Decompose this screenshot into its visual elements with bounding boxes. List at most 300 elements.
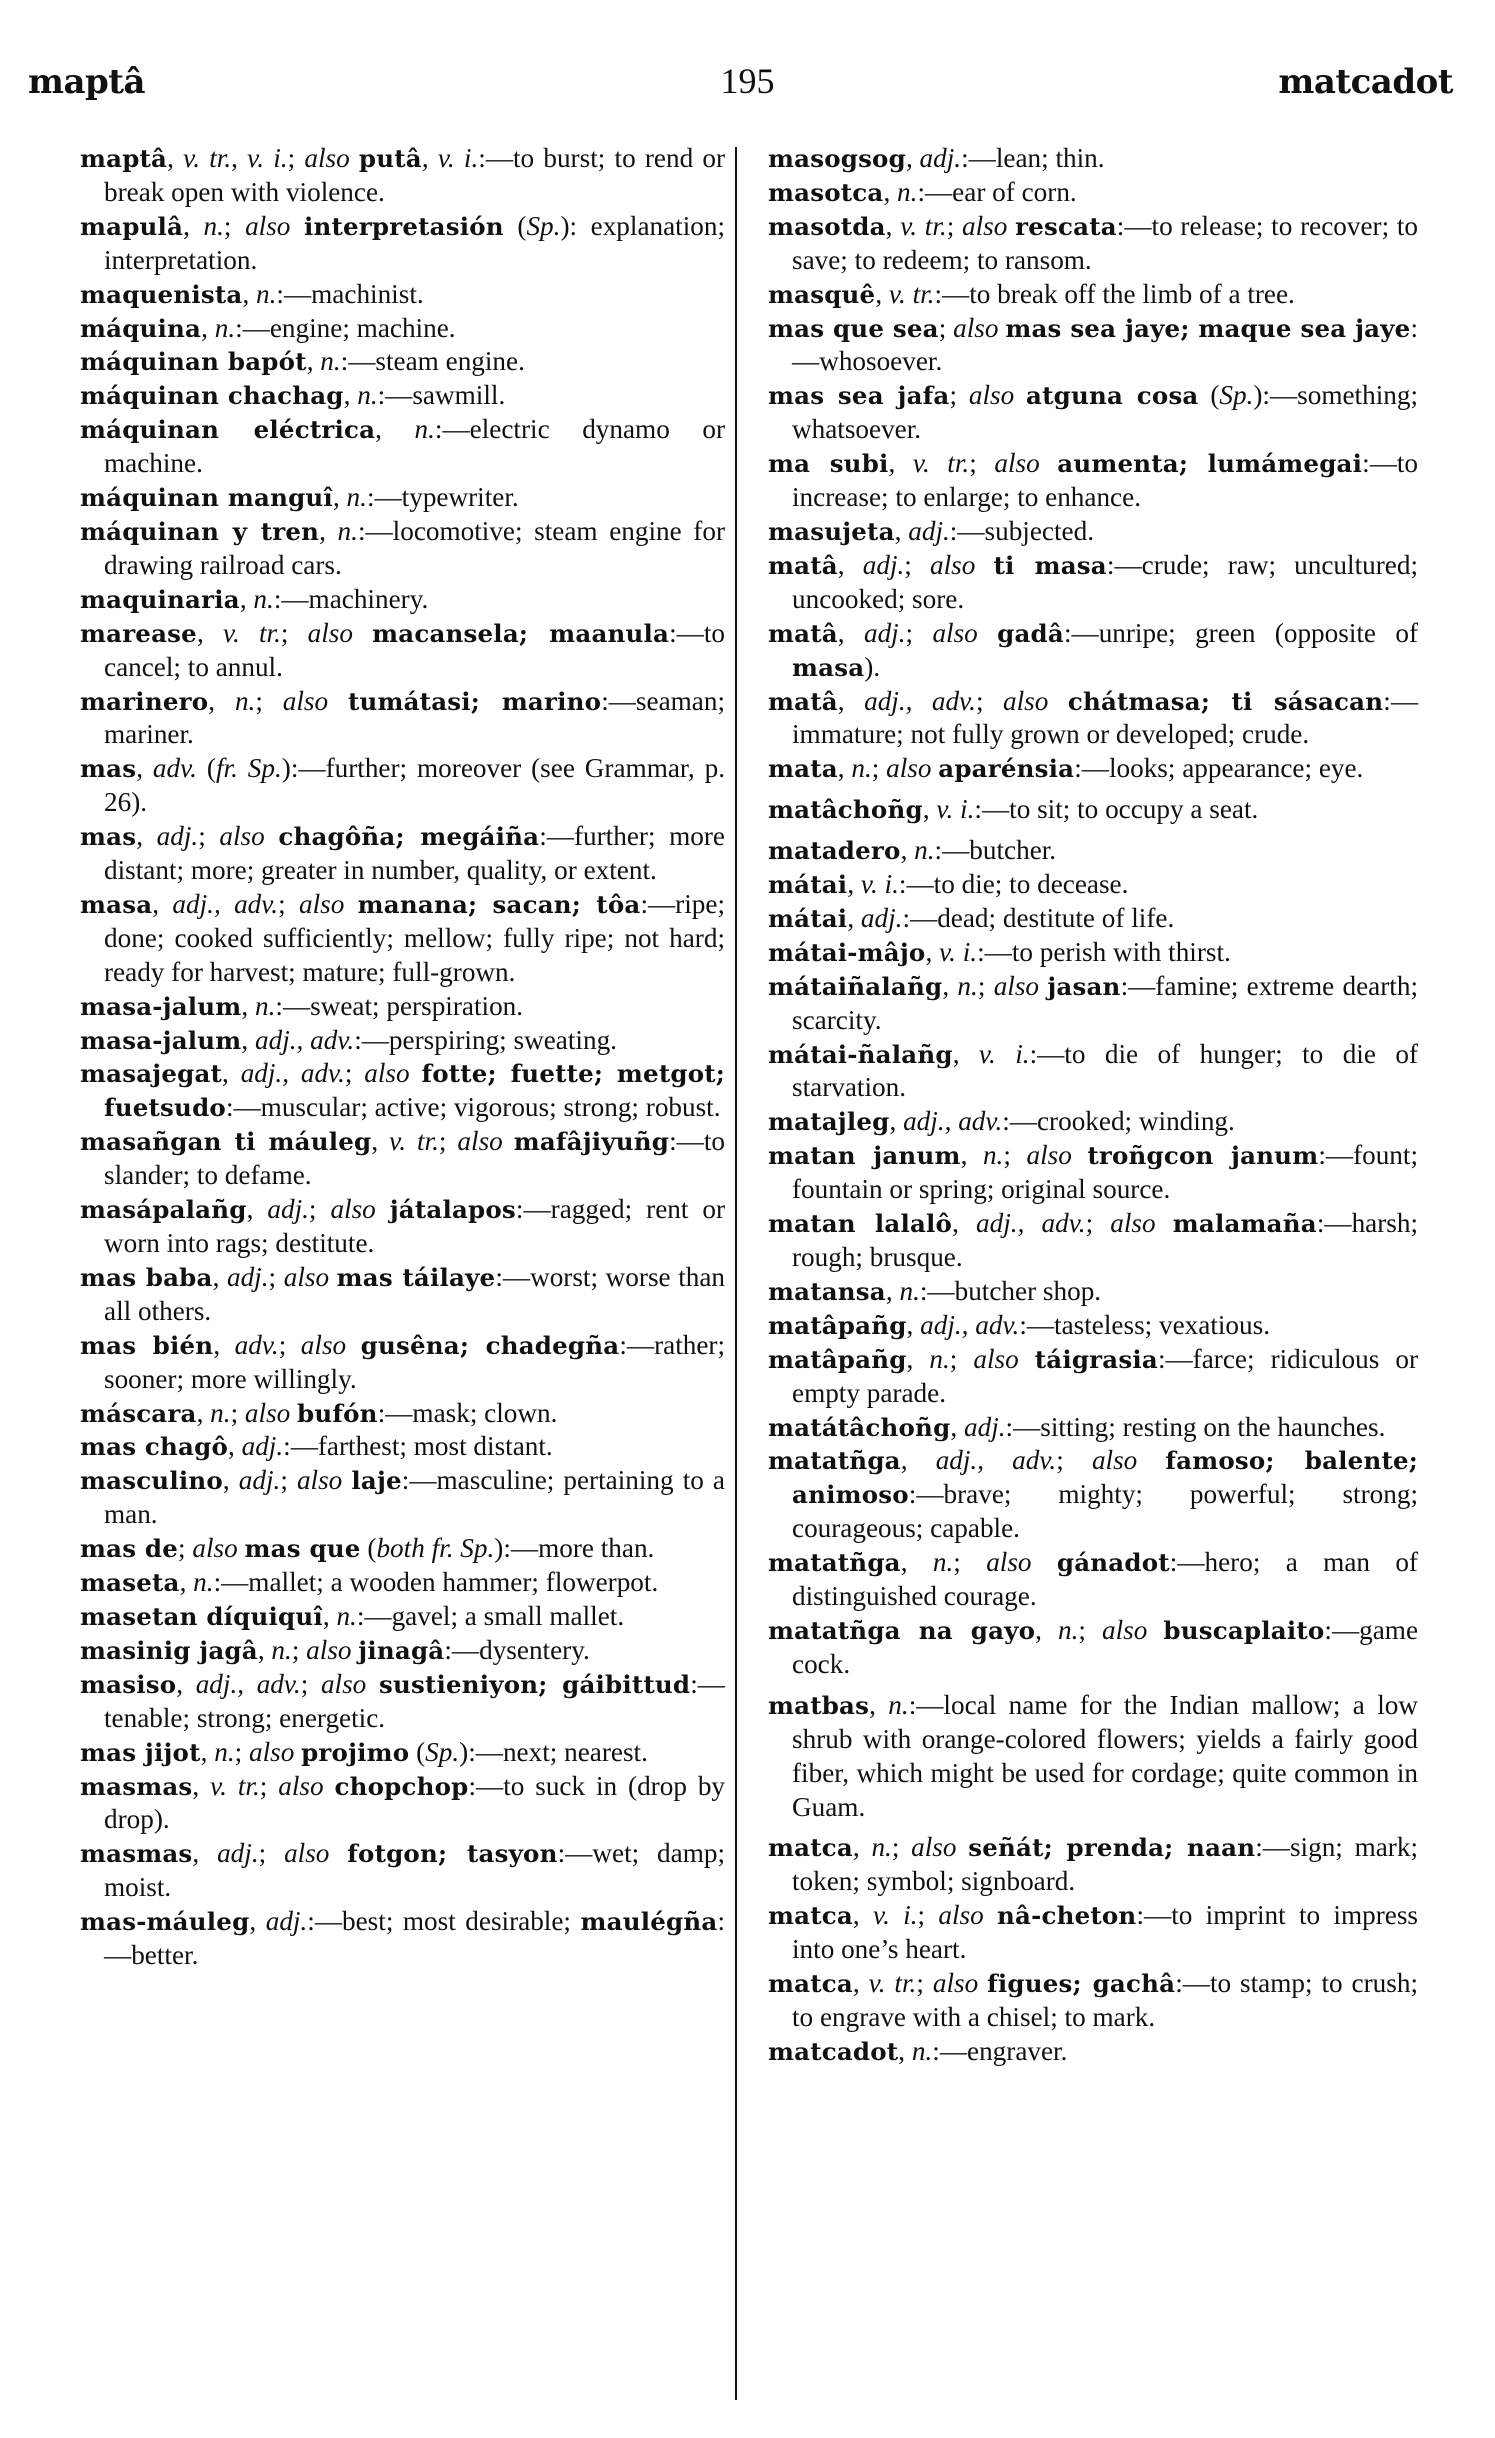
definition-text: :—crooked; winding. xyxy=(1002,1106,1235,1137)
grammar-label: n. xyxy=(346,482,367,513)
grammar-label: also xyxy=(932,1968,979,1999)
dictionary-entry xyxy=(80,1837,725,1905)
dictionary-entry xyxy=(768,1139,1418,1207)
grammar-label: also xyxy=(330,1194,376,1225)
synonym: señát; prenda; naan xyxy=(968,1833,1256,1863)
definition-text: :—better. xyxy=(104,1906,725,1971)
definition-text: :—dead; destitute of life. xyxy=(902,902,1175,933)
grammar-label: also xyxy=(300,1329,347,1360)
definition-text: ( xyxy=(1198,380,1220,411)
definition-text: , xyxy=(905,143,920,173)
dictionary-entry xyxy=(80,481,725,515)
synonym: mas táilaye xyxy=(336,1262,496,1292)
synonym: atguna cosa xyxy=(1026,381,1199,411)
definition-text: ; xyxy=(268,1261,284,1292)
synonym: malamaña xyxy=(1172,1209,1317,1239)
dictionary-entry xyxy=(80,1770,725,1838)
headword: maptâ xyxy=(80,144,168,173)
grammar-label: fr. Sp. xyxy=(215,753,282,784)
grammar-label: also xyxy=(1110,1208,1156,1239)
grammar-label: also xyxy=(457,1126,503,1157)
dictionary-entry xyxy=(768,970,1418,1038)
grammar-label: also xyxy=(278,1770,324,1801)
definition-text: :—sign; mark; token; symbol; signboard. xyxy=(792,1832,1418,1897)
headword: matadero xyxy=(768,836,901,866)
dictionary-entry xyxy=(80,142,725,210)
headword: mátai-ñalañg xyxy=(768,1039,953,1069)
definition-text: , xyxy=(942,970,958,1001)
synonym: figues; gachâ xyxy=(987,1969,1176,1999)
definition-text xyxy=(238,1533,245,1563)
grammar-label: n. xyxy=(357,380,378,411)
definition-text xyxy=(1032,1547,1057,1577)
headword: matâchoñg xyxy=(768,795,923,825)
definition-text: , xyxy=(852,1832,872,1863)
grammar-label: also xyxy=(244,1397,291,1428)
grammar-label: both fr. Sp. xyxy=(376,1533,495,1564)
grammar-label: adj., adv. xyxy=(864,685,976,716)
definition-text: , xyxy=(257,1634,272,1665)
headword: masa xyxy=(80,889,153,919)
headword: marease xyxy=(80,618,197,648)
definition-text: ( xyxy=(196,753,216,784)
definition-text: ; xyxy=(278,888,299,919)
grammar-label: n. xyxy=(320,346,341,377)
definition-text: , xyxy=(231,143,248,173)
synonym: gusêna; chadegña xyxy=(360,1330,620,1360)
definition-text: ; xyxy=(300,1668,321,1699)
definition-text: , xyxy=(922,794,937,825)
dictionary-entry xyxy=(80,379,725,413)
definition-text: , xyxy=(222,1058,241,1089)
headword: maquinaria xyxy=(80,584,240,614)
headword: masotda xyxy=(768,211,886,241)
definition-text: , xyxy=(421,143,438,173)
synonym: fotte; fuette; metgot; fuetsudo xyxy=(104,1059,725,1123)
grammar-label: also xyxy=(304,143,350,173)
definition-text: :—butcher. xyxy=(934,835,1057,866)
headword: mas que sea xyxy=(768,313,939,343)
definition-text xyxy=(1156,1208,1173,1238)
grammar-label: adj., adv. xyxy=(240,1058,345,1089)
headword: mas de xyxy=(80,1534,179,1564)
synonym: sustieniyon; gáibittud xyxy=(378,1669,691,1699)
definition-text: , xyxy=(900,1445,936,1476)
definition-text: , xyxy=(179,1567,194,1598)
definition-text: ; xyxy=(969,448,995,479)
definition-text: , xyxy=(322,1600,337,1631)
grammar-label: n. xyxy=(214,1736,235,1767)
definition-text: ):—next; nearest. xyxy=(459,1736,648,1767)
definition-text: :—immature; not fully grown or developed; crude. xyxy=(792,685,1419,750)
definition-text: ( xyxy=(360,1533,377,1564)
grammar-label: adj. xyxy=(862,549,905,580)
definition-text: , xyxy=(875,278,889,309)
grammar-label: Sp. xyxy=(526,210,561,241)
headword: matbas xyxy=(768,1690,870,1720)
dictionary-entry xyxy=(768,1689,1418,1825)
dictionary-entry xyxy=(768,685,1418,753)
definition-text: :—to imprint to impress into one’s heart. xyxy=(792,1900,1418,1965)
definition-text: :—butcher shop. xyxy=(919,1275,1102,1306)
definition-text xyxy=(350,143,359,173)
definition-text: :—engine; machine. xyxy=(235,312,456,343)
headword: masa-jalum xyxy=(80,1025,242,1055)
definition-text xyxy=(956,1832,968,1862)
right-column xyxy=(768,142,1418,2069)
grammar-label: v. tr. xyxy=(868,1968,917,1999)
definition-text: :—hero; a man of distinguished courage. xyxy=(792,1547,1418,1612)
definition-text xyxy=(1040,448,1058,478)
headword: matan lalalô xyxy=(768,1209,953,1239)
definition-text xyxy=(376,1194,390,1224)
dictionary-entry xyxy=(80,1057,725,1125)
grammar-label: also xyxy=(245,210,291,241)
definition-text: :—ragged; rent or worn into rags; destitute. xyxy=(104,1194,726,1258)
headword: matan janum xyxy=(768,1141,961,1171)
definition-text xyxy=(503,1126,514,1156)
synonym: táigrasia xyxy=(1034,1344,1158,1374)
headword: máscara xyxy=(80,1398,197,1428)
headword: matansa xyxy=(768,1276,886,1306)
definition-text: , xyxy=(196,617,223,648)
definition-text: , xyxy=(332,482,347,513)
grammar-label: adj., adv. xyxy=(976,1208,1086,1239)
definition-text: , xyxy=(950,1411,964,1442)
definition-text: ; xyxy=(946,210,963,241)
grammar-label: adj. xyxy=(267,1194,309,1225)
grammar-label: n. xyxy=(253,583,274,614)
definition-text: , xyxy=(898,2035,912,2066)
dictionary-entry xyxy=(768,278,1418,312)
synonym: aumenta; lumámegai xyxy=(1057,449,1363,479)
definition-text: ; xyxy=(949,380,969,411)
definition-text: , xyxy=(952,1208,977,1239)
definition-text: ; xyxy=(953,1547,987,1578)
definition-text: :—to burst; to rend or break open with violence. xyxy=(104,143,726,207)
synonym: ti masa xyxy=(993,550,1107,580)
grammar-label: also xyxy=(994,448,1040,479)
synonym: jinagâ xyxy=(358,1635,445,1665)
dictionary-entry xyxy=(80,1397,725,1431)
dictionary-entry xyxy=(80,278,725,312)
synonym: buscaplaito xyxy=(1163,1615,1325,1645)
synonym: manana; sacan; tôa xyxy=(357,889,641,919)
synonym: játalapos xyxy=(389,1195,516,1225)
dictionary-entry xyxy=(768,834,1418,868)
grammar-label: n. xyxy=(271,1634,292,1665)
grammar-label: also xyxy=(932,617,978,648)
definition-text: , xyxy=(837,617,864,648)
headword: matcadot xyxy=(768,2036,899,2066)
definition-text: , xyxy=(167,143,184,173)
definition-text: , xyxy=(900,1547,933,1578)
definition-text xyxy=(328,686,348,716)
definition-text: :—to die of hunger; to die of starvation. xyxy=(792,1038,1418,1103)
definition-text: ; xyxy=(1003,1140,1027,1171)
definition-text: :—to increase; to enlarge; to enhance. xyxy=(792,448,1419,513)
definition-text: , xyxy=(208,685,235,716)
grammar-label: v. i. xyxy=(939,936,978,967)
grammar-label: adj. xyxy=(241,1431,284,1462)
definition-text: :—muscular; active; vigorous; strong; robust. xyxy=(225,1092,721,1123)
definition-text: :—engraver. xyxy=(932,2035,1068,2066)
grammar-label: v. tr. xyxy=(389,1126,439,1157)
dictionary-entry xyxy=(80,312,725,346)
definition-text: , xyxy=(900,835,915,866)
dictionary-entry xyxy=(768,447,1418,515)
headword: mas baba xyxy=(80,1262,213,1292)
headword: máquinan bapót xyxy=(80,347,307,377)
dictionary-entry xyxy=(768,936,1418,970)
dictionary-entry xyxy=(80,685,725,753)
definition-text xyxy=(344,889,357,919)
headword: mas chagô xyxy=(80,1432,228,1462)
definition-text: ; xyxy=(178,1533,193,1564)
definition-text: , xyxy=(869,1689,889,1720)
synonym: aparénsia xyxy=(938,754,1075,784)
definition-text: :—machinery. xyxy=(273,583,429,614)
grammar-label: also xyxy=(968,380,1015,411)
grammar-label: adj. xyxy=(156,821,199,852)
definition-text: :—to sit; to occupy a seat. xyxy=(974,794,1259,825)
dictionary-entry xyxy=(80,820,725,888)
headword: máquinan manguî xyxy=(80,483,333,513)
grammar-label: also xyxy=(1026,1140,1072,1171)
definition-text: ; xyxy=(917,1900,939,1931)
definition-text: :—locomotive; steam engine for drawing railroad cars. xyxy=(104,515,725,580)
grammar-label: n. xyxy=(1058,1614,1079,1645)
definition-text: ; xyxy=(871,753,887,784)
definition-text: ; xyxy=(287,143,305,173)
dictionary-entry xyxy=(768,1411,1418,1445)
dictionary-entry xyxy=(768,868,1418,902)
definition-text xyxy=(1147,1615,1163,1645)
dictionary-entry xyxy=(80,1125,725,1193)
grammar-label: v. i. xyxy=(873,1900,918,1931)
grammar-label: n. xyxy=(256,278,277,309)
grammar-label: n. xyxy=(888,1689,909,1720)
definition-text: :—harsh; rough; brusque. xyxy=(792,1208,1419,1272)
definition-text: , xyxy=(906,1343,930,1374)
definition-text: , xyxy=(888,448,913,479)
dictionary-entry xyxy=(768,1899,1418,1967)
headword: masañgan ti máuleg xyxy=(80,1127,372,1157)
definition-text: :—mask; clown. xyxy=(377,1397,558,1428)
definition-text: ; xyxy=(975,685,1003,716)
grammar-label: adj., adv. xyxy=(172,888,279,919)
synonym: tumátasi; marino xyxy=(347,686,602,716)
grammar-label: n. xyxy=(414,414,435,445)
headword: masotca xyxy=(768,177,884,207)
definition-text: :—fount; fountain or spring; original source. xyxy=(792,1140,1419,1205)
dictionary-entry xyxy=(80,413,725,481)
grammar-label: Sp. xyxy=(1219,380,1254,411)
definition-text: :—further; more distant; more; greater in number, quality, or extent. xyxy=(104,821,725,886)
synonym: maulégña xyxy=(580,1907,718,1937)
definition-text: :—ripe; done; cooked sufficiently; mellow; fully ripe; not hard; ready for harvest; mature; full-grown. xyxy=(104,888,726,987)
headword: mátai-mâjo xyxy=(768,937,926,967)
definition-text: :—wet; damp; moist. xyxy=(104,1838,726,1903)
grammar-label: also xyxy=(283,1261,330,1292)
definition-text: :—farthest; most distant. xyxy=(283,1431,553,1462)
definition-text: , xyxy=(246,1194,268,1225)
definition-text: :—sitting; resting on the haunches. xyxy=(1005,1411,1386,1442)
definition-text: :—gavel; a small mallet. xyxy=(356,1600,625,1631)
dictionary-entry xyxy=(80,1532,725,1566)
dictionary-entry xyxy=(768,752,1418,786)
definition-text: ; xyxy=(1085,1208,1111,1239)
definition-text xyxy=(984,1900,997,1930)
grammar-label: adj., adv. xyxy=(920,1309,1020,1340)
headword: matatñga xyxy=(768,1446,901,1476)
dictionary-entry xyxy=(768,1444,1418,1546)
headword: matâpañg xyxy=(768,1310,907,1340)
grammar-label: adj. xyxy=(217,1838,259,1869)
dictionary-entry xyxy=(80,1329,725,1397)
definition-text: ; xyxy=(916,1968,933,1999)
grammar-label: n. xyxy=(337,515,358,546)
definition-text: ):—more than. xyxy=(494,1533,655,1564)
grammar-label: n. xyxy=(982,1140,1004,1171)
headword: masetan díquiquî xyxy=(80,1601,323,1631)
definition-text xyxy=(1019,1344,1035,1374)
headword: masujeta xyxy=(768,516,895,546)
grammar-label: n. xyxy=(897,176,918,207)
definition-text: , xyxy=(375,414,415,445)
synonym: rescata xyxy=(1015,211,1117,241)
headword: matatñga na gayo xyxy=(768,1615,1036,1645)
grammar-label: adj. xyxy=(964,1411,1006,1442)
definition-text: ; xyxy=(1078,1614,1102,1645)
grammar-label: n. xyxy=(911,2035,933,2066)
definition-text: :—dysentery. xyxy=(444,1634,590,1665)
grammar-label: also xyxy=(282,685,329,716)
grammar-label: also xyxy=(993,970,1040,1001)
definition-text: :—to slander; to defame. xyxy=(104,1126,726,1191)
dictionary-entry xyxy=(80,1464,725,1532)
definition-text: , xyxy=(852,1900,874,1931)
synonym: putâ xyxy=(358,144,422,173)
dictionary-entry xyxy=(768,379,1418,447)
definition-text: :—steam engine. xyxy=(340,346,525,377)
headword: masmas xyxy=(80,1839,193,1869)
grammar-label: adj. xyxy=(919,143,962,173)
headword: mas jijot xyxy=(80,1737,201,1767)
definition-text: :—sawmill. xyxy=(377,380,506,411)
headword: matâpañg xyxy=(768,1344,907,1374)
dictionary-entry xyxy=(80,1024,725,1058)
headword: masquê xyxy=(768,279,876,309)
definition-text: , xyxy=(192,1838,218,1869)
grammar-label: also xyxy=(1091,1445,1138,1476)
headword: mas-máuleg xyxy=(80,1907,250,1937)
synonym: masa xyxy=(792,652,865,682)
definition-text: :—game cock. xyxy=(792,1614,1419,1679)
dictionary-entry xyxy=(768,1967,1418,2035)
definition-text: :—to die; to decease. xyxy=(898,869,1129,900)
dictionary-entry xyxy=(768,793,1418,827)
definition-text: , xyxy=(183,210,204,241)
dictionary-entry xyxy=(80,1193,725,1261)
grammar-label: n. xyxy=(871,1832,892,1863)
definition-text: , xyxy=(883,176,898,207)
dictionary-entry xyxy=(768,1831,1418,1899)
grammar-label: adv. xyxy=(234,1329,279,1360)
headword: máquinan chachag xyxy=(80,381,344,411)
dictionary-entry xyxy=(768,1275,1418,1309)
definition-text: ; xyxy=(938,312,954,343)
synonym: nâ-cheton xyxy=(997,1901,1137,1931)
headword: masmas xyxy=(80,1771,193,1801)
running-head-left: maptâ xyxy=(28,62,146,102)
definition-text xyxy=(975,550,993,580)
definition-text: , xyxy=(176,1668,196,1699)
column-divider xyxy=(735,147,737,2400)
definition-text xyxy=(353,618,372,648)
headword: maquenista xyxy=(80,279,243,309)
headword: mas sea jafa xyxy=(768,381,950,411)
definition-text xyxy=(290,211,304,241)
grammar-label: adj. xyxy=(908,515,950,546)
definition-text: :—electric dynamo or machine. xyxy=(104,414,725,479)
dictionary-entry xyxy=(768,1309,1418,1343)
headword: maseta xyxy=(80,1568,180,1598)
dictionary-entry xyxy=(768,1614,1418,1682)
dictionary-entry xyxy=(768,515,1418,549)
synonym: macansela; maanula xyxy=(372,618,670,648)
definition-text: ): explanation; interpretation. xyxy=(104,210,726,275)
grammar-label: v. tr. xyxy=(900,210,947,241)
definition-text: , xyxy=(192,1770,211,1801)
definition-text: , xyxy=(152,888,173,919)
grammar-label: n. xyxy=(851,753,872,784)
grammar-label: also xyxy=(962,210,1008,241)
definition-text: :—to suck in (drop by drop). xyxy=(104,1770,726,1835)
definition-text xyxy=(324,1771,335,1801)
definition-text xyxy=(978,618,997,648)
headword: ma subi xyxy=(768,449,889,479)
definition-text: , xyxy=(885,210,901,241)
definition-text xyxy=(265,821,279,851)
definition-text: ; xyxy=(977,970,994,1001)
synonym: mas que xyxy=(244,1534,361,1564)
grammar-label: adj. xyxy=(265,1906,308,1937)
dictionary-entry xyxy=(80,1905,725,1973)
synonym: bufón xyxy=(297,1398,378,1428)
headword: masculino xyxy=(80,1466,223,1496)
grammar-label: also xyxy=(248,1736,295,1767)
definition-text: ; xyxy=(280,1465,297,1496)
definition-text: , xyxy=(200,1736,215,1767)
headword: mátai xyxy=(768,903,848,933)
grammar-label: v. tr. xyxy=(888,278,935,309)
definition-text: ( xyxy=(409,1736,426,1767)
grammar-label: v. i. xyxy=(860,869,899,900)
synonym: interpretasión xyxy=(303,211,504,241)
definition-text: :—tenable; strong; energetic. xyxy=(104,1668,725,1733)
definition-text: ( xyxy=(503,210,527,241)
definition-text: , xyxy=(212,1261,227,1292)
definition-text: :—to break off the limb of a tree. xyxy=(934,278,1295,309)
definition-text: :—lean; thin. xyxy=(961,143,1105,173)
definition-text: :—sweat; perspiration. xyxy=(275,990,524,1021)
definition-text xyxy=(1048,686,1068,716)
grammar-label: Sp. xyxy=(425,1736,460,1767)
definition-text: ; xyxy=(904,549,931,580)
dictionary-entry xyxy=(768,2035,1418,2069)
synonym: famoso; balente; animoso xyxy=(792,1446,1419,1510)
